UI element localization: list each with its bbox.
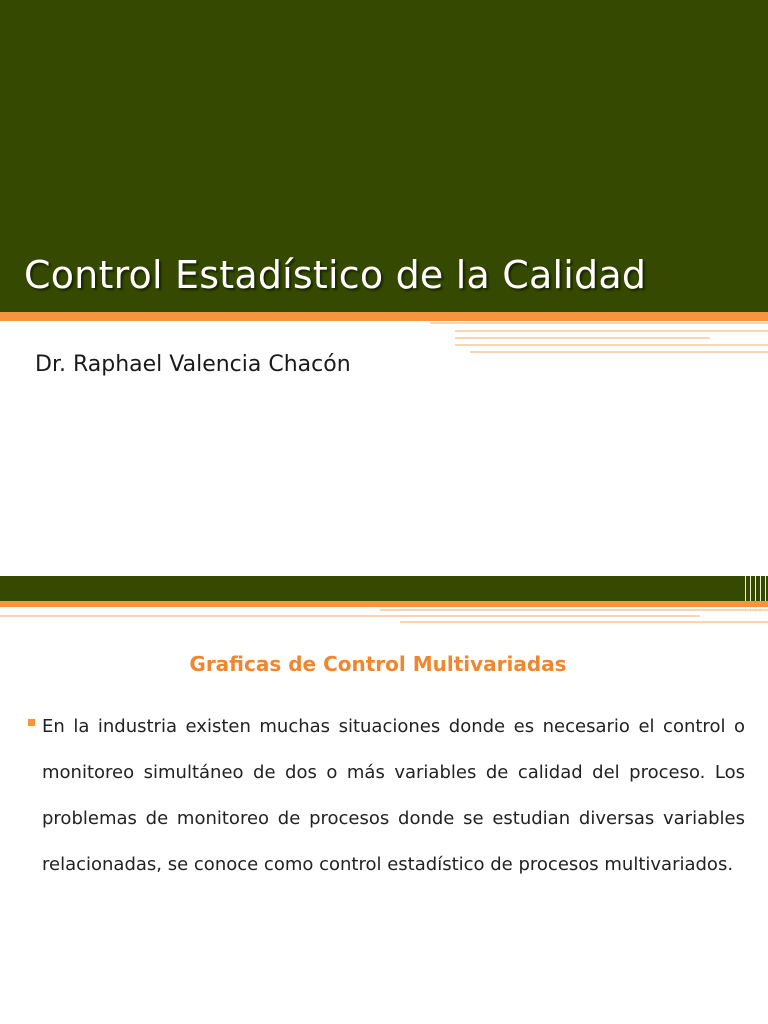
bullet-square-icon xyxy=(28,719,35,726)
accent-stripe xyxy=(380,609,768,611)
slide-heading: Graficas de Control Multivariadas xyxy=(189,652,567,676)
accent-stripe xyxy=(470,351,768,353)
slide-subtitle: Dr. Raphael Valencia Chacón xyxy=(35,352,351,377)
accent-bar xyxy=(0,312,768,321)
accent-stripe xyxy=(400,621,768,623)
bullet-text: En la industria existen muchas situaciones donde es necesario el control o monitoreo simultáneo de dos o más variables de calidad del proceso. Los problemas de monitoreo de procesos donde se estudian diversas variables relacionadas, se conoce como control estadístico de procesos multivariados. xyxy=(42,716,745,875)
accent-stripe xyxy=(455,330,768,332)
accent-bar xyxy=(0,601,768,607)
content-slide xyxy=(0,576,768,1024)
header-band xyxy=(0,576,768,601)
accent-stripe xyxy=(0,615,700,617)
accent-stripe xyxy=(455,337,710,339)
accent-stripe xyxy=(430,322,768,324)
slide-title: Control Estadístico de la Calidad xyxy=(24,253,647,297)
accent-stripe xyxy=(455,344,768,346)
